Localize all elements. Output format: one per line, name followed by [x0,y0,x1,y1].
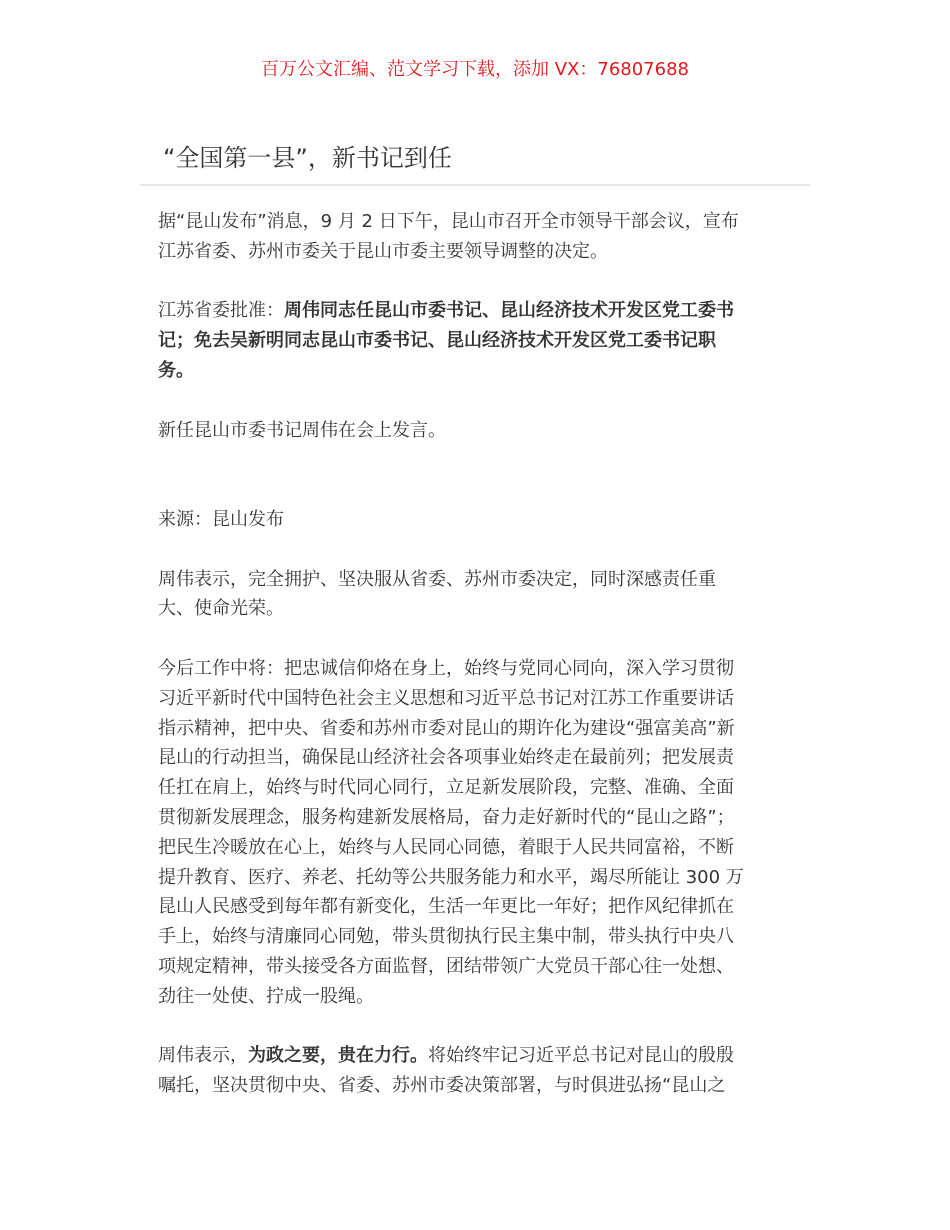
text-line [158,803,798,833]
article-paragraph [158,416,798,446]
text-line [158,952,798,982]
article-paragraph [158,565,798,625]
article-paragraph [158,1041,798,1101]
bold-text: 务。 [158,359,194,381]
text-segment: 将始终牢记习近平总书记对昆山的殷殷 [428,1045,734,1067]
text-segment: 提升教育、医疗、养老、托幼等公共服务能力和水平，竭尽所能让 300 万 [158,866,744,888]
text-segment: 新任昆山市委书记周伟在会上发言。 [158,419,446,441]
text-line [158,714,798,744]
text-segment: 把民生冷暖放在心上，始终与人民同心同德，着眼于人民共同富裕，不断 [158,836,734,858]
text-segment: 周伟表示，完全拥护、坚决服从省委、苏州市委决定，同时深感责任重 [158,568,716,590]
text-line [158,654,798,684]
text-segment: 昆山的行动担当，确保昆山经济社会各项事业始终走在最前列；把发展责 [158,747,734,769]
text-line [158,863,798,893]
text-segment: 嘱托，坚决贯彻中央、省委、苏州市委决策部署，与时俱进弘扬“昆山之 [158,1075,726,1097]
text-line [158,684,798,714]
text-segment: 劲往一处使、拧成一股绳。 [158,985,374,1007]
article-title: “全国第一县”，新书记到任 [163,144,452,172]
text-segment: 今后工作中将：把忠诚信仰烙在身上，始终与党同心同向，深入学习贯彻 [158,657,734,679]
article-paragraph [158,296,798,385]
text-line [158,356,798,386]
text-line [158,594,798,624]
text-line [158,773,798,803]
text-segment: 来源：昆山发布 [158,508,284,530]
bold-text: 为政之要，贵在力行。 [248,1045,428,1067]
text-segment: 习近平新时代中国特色社会主义思想和习近平总书记对江苏工作重要讲话 [158,687,734,709]
bold-text: 记；免去吴新明同志昆山市委书记、昆山经济技术开发区党工委书记职 [158,330,716,352]
text-line [158,1071,798,1101]
text-segment: 贯彻新发展理念，服务构建新发展格局，奋力走好新时代的“昆山之路”； [158,806,735,828]
text-segment: 周伟表示， [158,1045,248,1067]
title-divider [140,184,810,186]
text-segment: 江苏省委、苏州市委关于昆山市委主要领导调整的决定。 [158,240,608,262]
article-paragraph [158,207,798,267]
text-segment: 大、使命光荣。 [158,598,284,620]
text-segment: 据“昆山发布”消息，9 月 2 日下午，昆山市召开全市领导干部会议，宣布 [158,211,739,232]
article-body [158,207,798,1131]
text-line [158,982,798,1012]
text-segment: 项规定精神，带头接受各方面监督，团结带领广大党员干部心往一处想、 [158,955,734,977]
text-segment: 指示精神，把中央、省委和苏州市委对昆山的期许化为建设“强富美高”新 [158,717,735,739]
text-line [158,892,798,922]
text-line [158,296,798,326]
article-paragraph [158,654,798,1012]
text-segment: 任扛在肩上，始终与时代同心同行，立足新发展阶段，完整、准确、全面 [158,777,734,799]
text-line [158,565,798,595]
text-line [158,1041,798,1071]
text-line [158,505,798,535]
text-line [158,207,798,237]
text-line [158,922,798,952]
text-line [158,237,798,267]
text-line [158,416,798,446]
text-line [158,326,798,356]
watermark-banner: 百万公文汇编、范文学习下载，添加 VX：76807688 [261,59,689,80]
text-line [158,743,798,773]
text-segment: 江苏省委批准： [158,300,284,322]
text-segment: 昆山人民感受到每年都有新变化，生活一年更比一年好；把作风纪律抓在 [158,896,734,918]
text-line [158,833,798,863]
text-segment: 手上，始终与清廉同心同勉，带头贯彻执行民主集中制，带头执行中央八 [158,926,734,948]
bold-text: 周伟同志任昆山市委书记、昆山经济技术开发区党工委书 [284,300,734,322]
article-paragraph [158,505,798,535]
